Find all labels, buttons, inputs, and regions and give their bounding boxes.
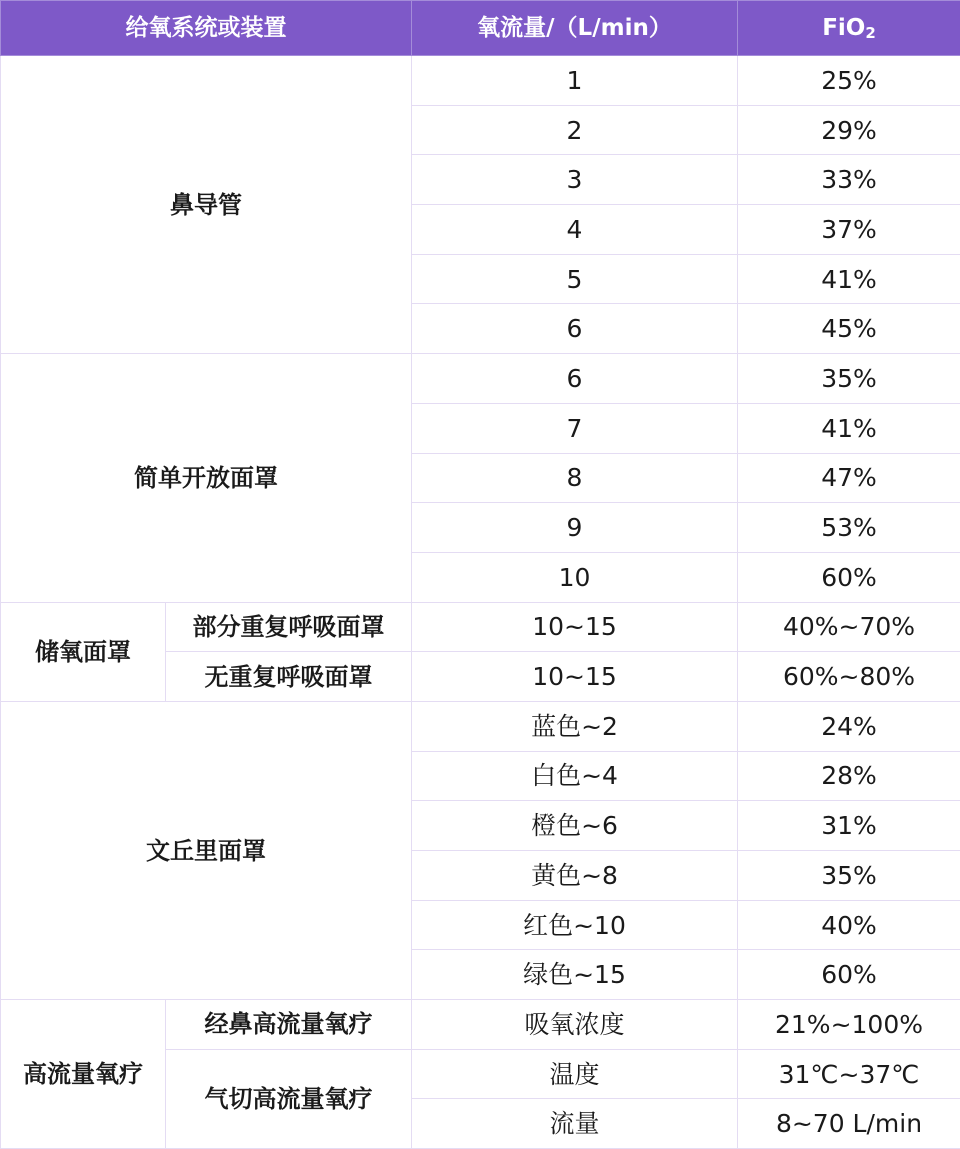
flow-cell: 2: [412, 105, 738, 155]
sub-device-cell: 部分重复呼吸面罩: [166, 602, 412, 652]
header-fio2-sub: 2: [865, 24, 875, 42]
fio2-cell: 41%: [738, 254, 960, 304]
flow-cell: 1: [412, 56, 738, 106]
fio2-cell: 53%: [738, 503, 960, 553]
fio2-cell: 60%~80%: [738, 652, 960, 702]
device-venturi-mask: 文丘里面罩: [1, 701, 412, 999]
flow-cell: 10~15: [412, 652, 738, 702]
fio2-cell: 45%: [738, 304, 960, 354]
flow-cell: 3: [412, 155, 738, 205]
fio2-cell: 31℃~37℃: [738, 1049, 960, 1099]
flow-cell: 10~15: [412, 602, 738, 652]
flow-cell: 温度: [412, 1049, 738, 1099]
flow-cell: 8: [412, 453, 738, 503]
fio2-cell: 8~70 L/min: [738, 1099, 960, 1149]
sub-device-cell: 无重复呼吸面罩: [166, 652, 412, 702]
table-row: [1, 1000, 960, 1050]
flow-cell: 5: [412, 254, 738, 304]
flow-cell: 黄色~8: [412, 851, 738, 901]
flow-cell: 吸氧浓度: [412, 1000, 738, 1050]
flow-cell: 6: [412, 304, 738, 354]
flow-cell: 4: [412, 205, 738, 255]
fio2-cell: 33%: [738, 155, 960, 205]
flow-cell: 橙色~6: [412, 801, 738, 851]
table-row: [1, 701, 960, 751]
device-simple-mask: 简单开放面罩: [1, 354, 412, 602]
header-row: [1, 1, 960, 56]
sub-device-cell: 经鼻高流量氧疗: [166, 1000, 412, 1050]
fio2-cell: 40%~70%: [738, 602, 960, 652]
flow-cell: 绿色~15: [412, 950, 738, 1000]
fio2-cell: 41%: [738, 403, 960, 453]
flow-cell: 9: [412, 503, 738, 553]
flow-cell: 7: [412, 403, 738, 453]
flow-cell: 蓝色~2: [412, 701, 738, 751]
header-flow: 氧流量/（L/min）: [412, 1, 738, 56]
table-row: [1, 354, 960, 404]
flow-cell: 10: [412, 552, 738, 602]
table-row: [1, 602, 960, 652]
fio2-cell: 40%: [738, 900, 960, 950]
fio2-cell: 35%: [738, 354, 960, 404]
fio2-cell: 31%: [738, 801, 960, 851]
fio2-cell: 29%: [738, 105, 960, 155]
fio2-cell: 21%~100%: [738, 1000, 960, 1050]
flow-cell: 6: [412, 354, 738, 404]
header-fio2: [738, 1, 960, 56]
fio2-cell: 60%: [738, 552, 960, 602]
flow-cell: 流量: [412, 1099, 738, 1149]
sub-device-cell: 气切高流量氧疗: [166, 1049, 412, 1148]
fio2-cell: 25%: [738, 56, 960, 106]
flow-cell: 白色~4: [412, 751, 738, 801]
device-nasal-cannula: 鼻导管: [1, 56, 412, 354]
fio2-cell: 47%: [738, 453, 960, 503]
table-row: [1, 56, 960, 106]
fio2-cell: 28%: [738, 751, 960, 801]
fio2-cell: 37%: [738, 205, 960, 255]
header-fio2-main: FiO: [822, 15, 865, 41]
fio2-cell: 60%: [738, 950, 960, 1000]
header-device: 给氧系统或装置: [1, 1, 412, 56]
device-high-flow: 高流量氧疗: [1, 1000, 166, 1149]
fio2-cell: 24%: [738, 701, 960, 751]
fio2-cell: 35%: [738, 851, 960, 901]
device-reservoir-mask: 储氧面罩: [1, 602, 166, 701]
flow-cell: 红色~10: [412, 900, 738, 950]
